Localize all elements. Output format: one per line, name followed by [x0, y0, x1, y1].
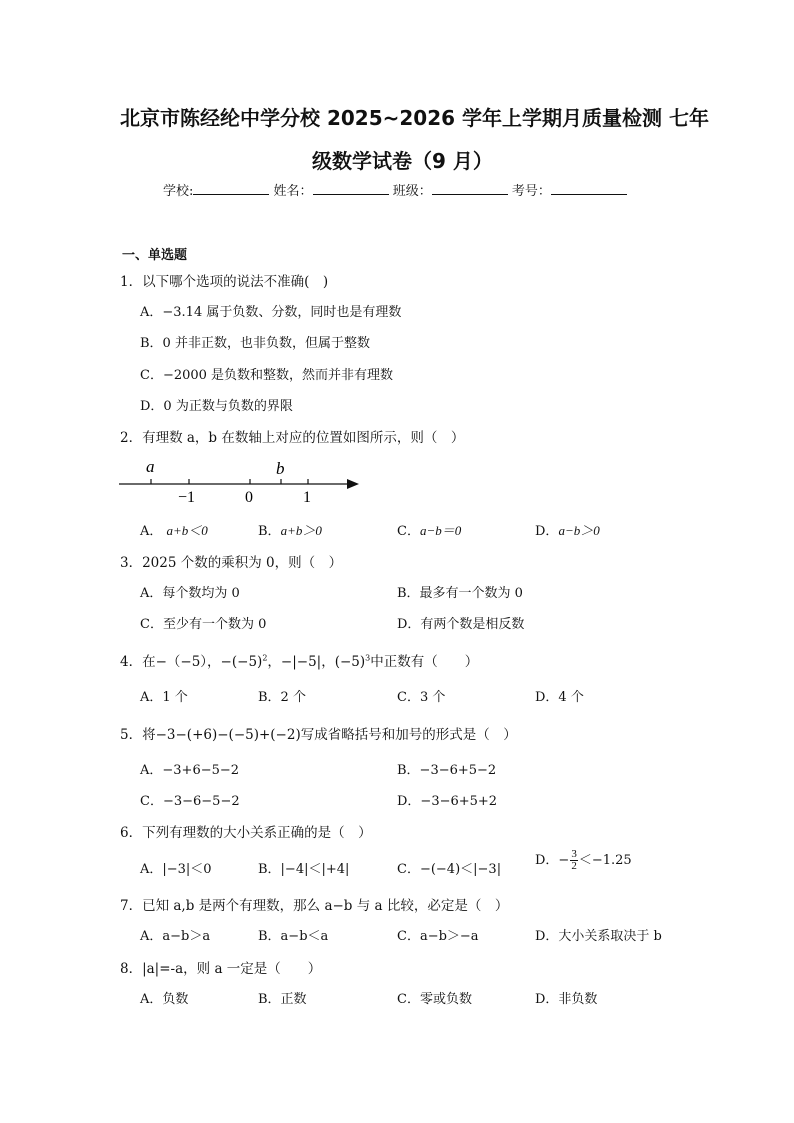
q4-option-d[interactable]: D．4 个: [535, 690, 584, 705]
q3-option-c[interactable]: C．至少有一个数为 0: [140, 617, 267, 632]
number-blank[interactable]: [551, 182, 627, 195]
q7-option-c[interactable]: C．a−b＞−a: [397, 929, 479, 944]
tick-label-0: 0: [245, 489, 253, 506]
q3-option-b[interactable]: B．最多有一个数为 0: [397, 586, 523, 601]
school-blank[interactable]: [193, 182, 269, 195]
q7-option-d[interactable]: D．大小关系取决于 b: [535, 929, 662, 944]
number-label: 考号：: [511, 184, 551, 199]
student-info-row: [163, 180, 627, 199]
tick-label-minus-1: −1: [178, 489, 196, 506]
title-line-1: 北京市陈经纶中学分校 2025~2026 学年上学期月质量检测 七年: [120, 106, 709, 130]
q3-option-a[interactable]: A．每个数均为 0: [140, 586, 240, 601]
q5-option-b[interactable]: B．−3−6+5−2: [397, 763, 497, 778]
q5-option-a[interactable]: A．−3+6−5−2: [140, 763, 240, 778]
q8-option-a[interactable]: A．负数: [140, 992, 189, 1007]
q4-option-c[interactable]: C．3 个: [397, 690, 446, 705]
q2-option-d[interactable]: D．a−b＞0: [535, 523, 600, 539]
section-title: 一、单选题: [122, 248, 188, 263]
q1-stem: 1．以下哪个选项的说法不准确( ): [120, 274, 329, 290]
q6-option-d[interactable]: D．− $\frac{3}{2}$ ＜−1.25: [535, 848, 632, 872]
point-b-label: b: [276, 459, 285, 478]
class-label: 班级：: [392, 184, 432, 199]
school-label: 学校:: [163, 184, 194, 199]
q7-option-a[interactable]: A．a−b＞a: [140, 929, 211, 944]
q2-option-a[interactable]: A． a+b＜0: [140, 523, 208, 539]
q6-option-c[interactable]: C．−(−4)＜|−3|: [397, 862, 502, 877]
q8-option-b[interactable]: B．正数: [258, 992, 307, 1007]
title-line-2: 级数学试卷（9 月）: [312, 149, 493, 173]
q4-stem: 4．在−（−5），$-(-5)^2$，−|−5|，$(-5)^3$中正数有（ ）: [120, 653, 479, 670]
q7-stem: 7．已知 a,b 是两个有理数，那么 a−b 与 a 比较，必定是（ ）: [120, 898, 509, 914]
q4-option-a[interactable]: A．1 个: [140, 690, 188, 705]
name-blank[interactable]: [313, 182, 389, 195]
q8-stem: 8．|a|=-a，则 a 一定是（ ）: [120, 961, 322, 977]
q5-option-d[interactable]: D．−3−6+5+2: [397, 794, 498, 809]
class-blank[interactable]: [432, 182, 508, 195]
fraction-3-over-2: $\frac{3}{2}$: [571, 848, 577, 872]
point-a-label: a: [146, 457, 155, 476]
q6-option-b[interactable]: B．|−4|＜|+4|: [258, 862, 350, 877]
q2-option-c[interactable]: C．a−b＝0: [397, 523, 462, 539]
number-line-arrow: [347, 479, 359, 489]
q5-stem: 5．将−3−(+6)−(−5)+(−2)写成省略括号和加号的形式是（ ）: [120, 727, 517, 743]
q1-option-c[interactable]: C．−2000 是负数和整数，然而并非有理数: [140, 368, 394, 383]
q8-option-d[interactable]: D．非负数: [535, 992, 598, 1007]
q1-option-a[interactable]: A．−3.14 属于负数、分数，同时也是有理数: [140, 305, 402, 320]
q5-option-c[interactable]: C．−3−6−5−2: [140, 794, 240, 809]
name-label: 姓名：: [273, 184, 313, 199]
number-line-figure: [115, 452, 365, 508]
q7-option-b[interactable]: B．a−b＜a: [258, 929, 329, 944]
q4-option-b[interactable]: B．2 个: [258, 690, 306, 705]
q1-option-d[interactable]: D．0 为正数与负数的界限: [140, 399, 293, 414]
q6-stem: 6．下列有理数的大小关系正确的是（ ）: [120, 825, 372, 841]
q2-stem: 2．有理数 a，b 在数轴上对应的位置如图所示，则（ ）: [120, 430, 465, 446]
tick-label-1: 1: [303, 489, 311, 506]
q2-option-b[interactable]: B．a+b＞0: [258, 523, 322, 539]
q3-stem: 3．2025 个数的乘积为 0，则（ ）: [120, 555, 343, 571]
q1-option-b[interactable]: B．0 并非正数，也非负数，但属于整数: [140, 336, 370, 351]
q8-option-c[interactable]: C．零或负数: [397, 992, 472, 1007]
q3-option-d[interactable]: D．有两个数是相反数: [397, 617, 525, 632]
q6-option-a[interactable]: A．|−3|＜0: [140, 862, 212, 877]
